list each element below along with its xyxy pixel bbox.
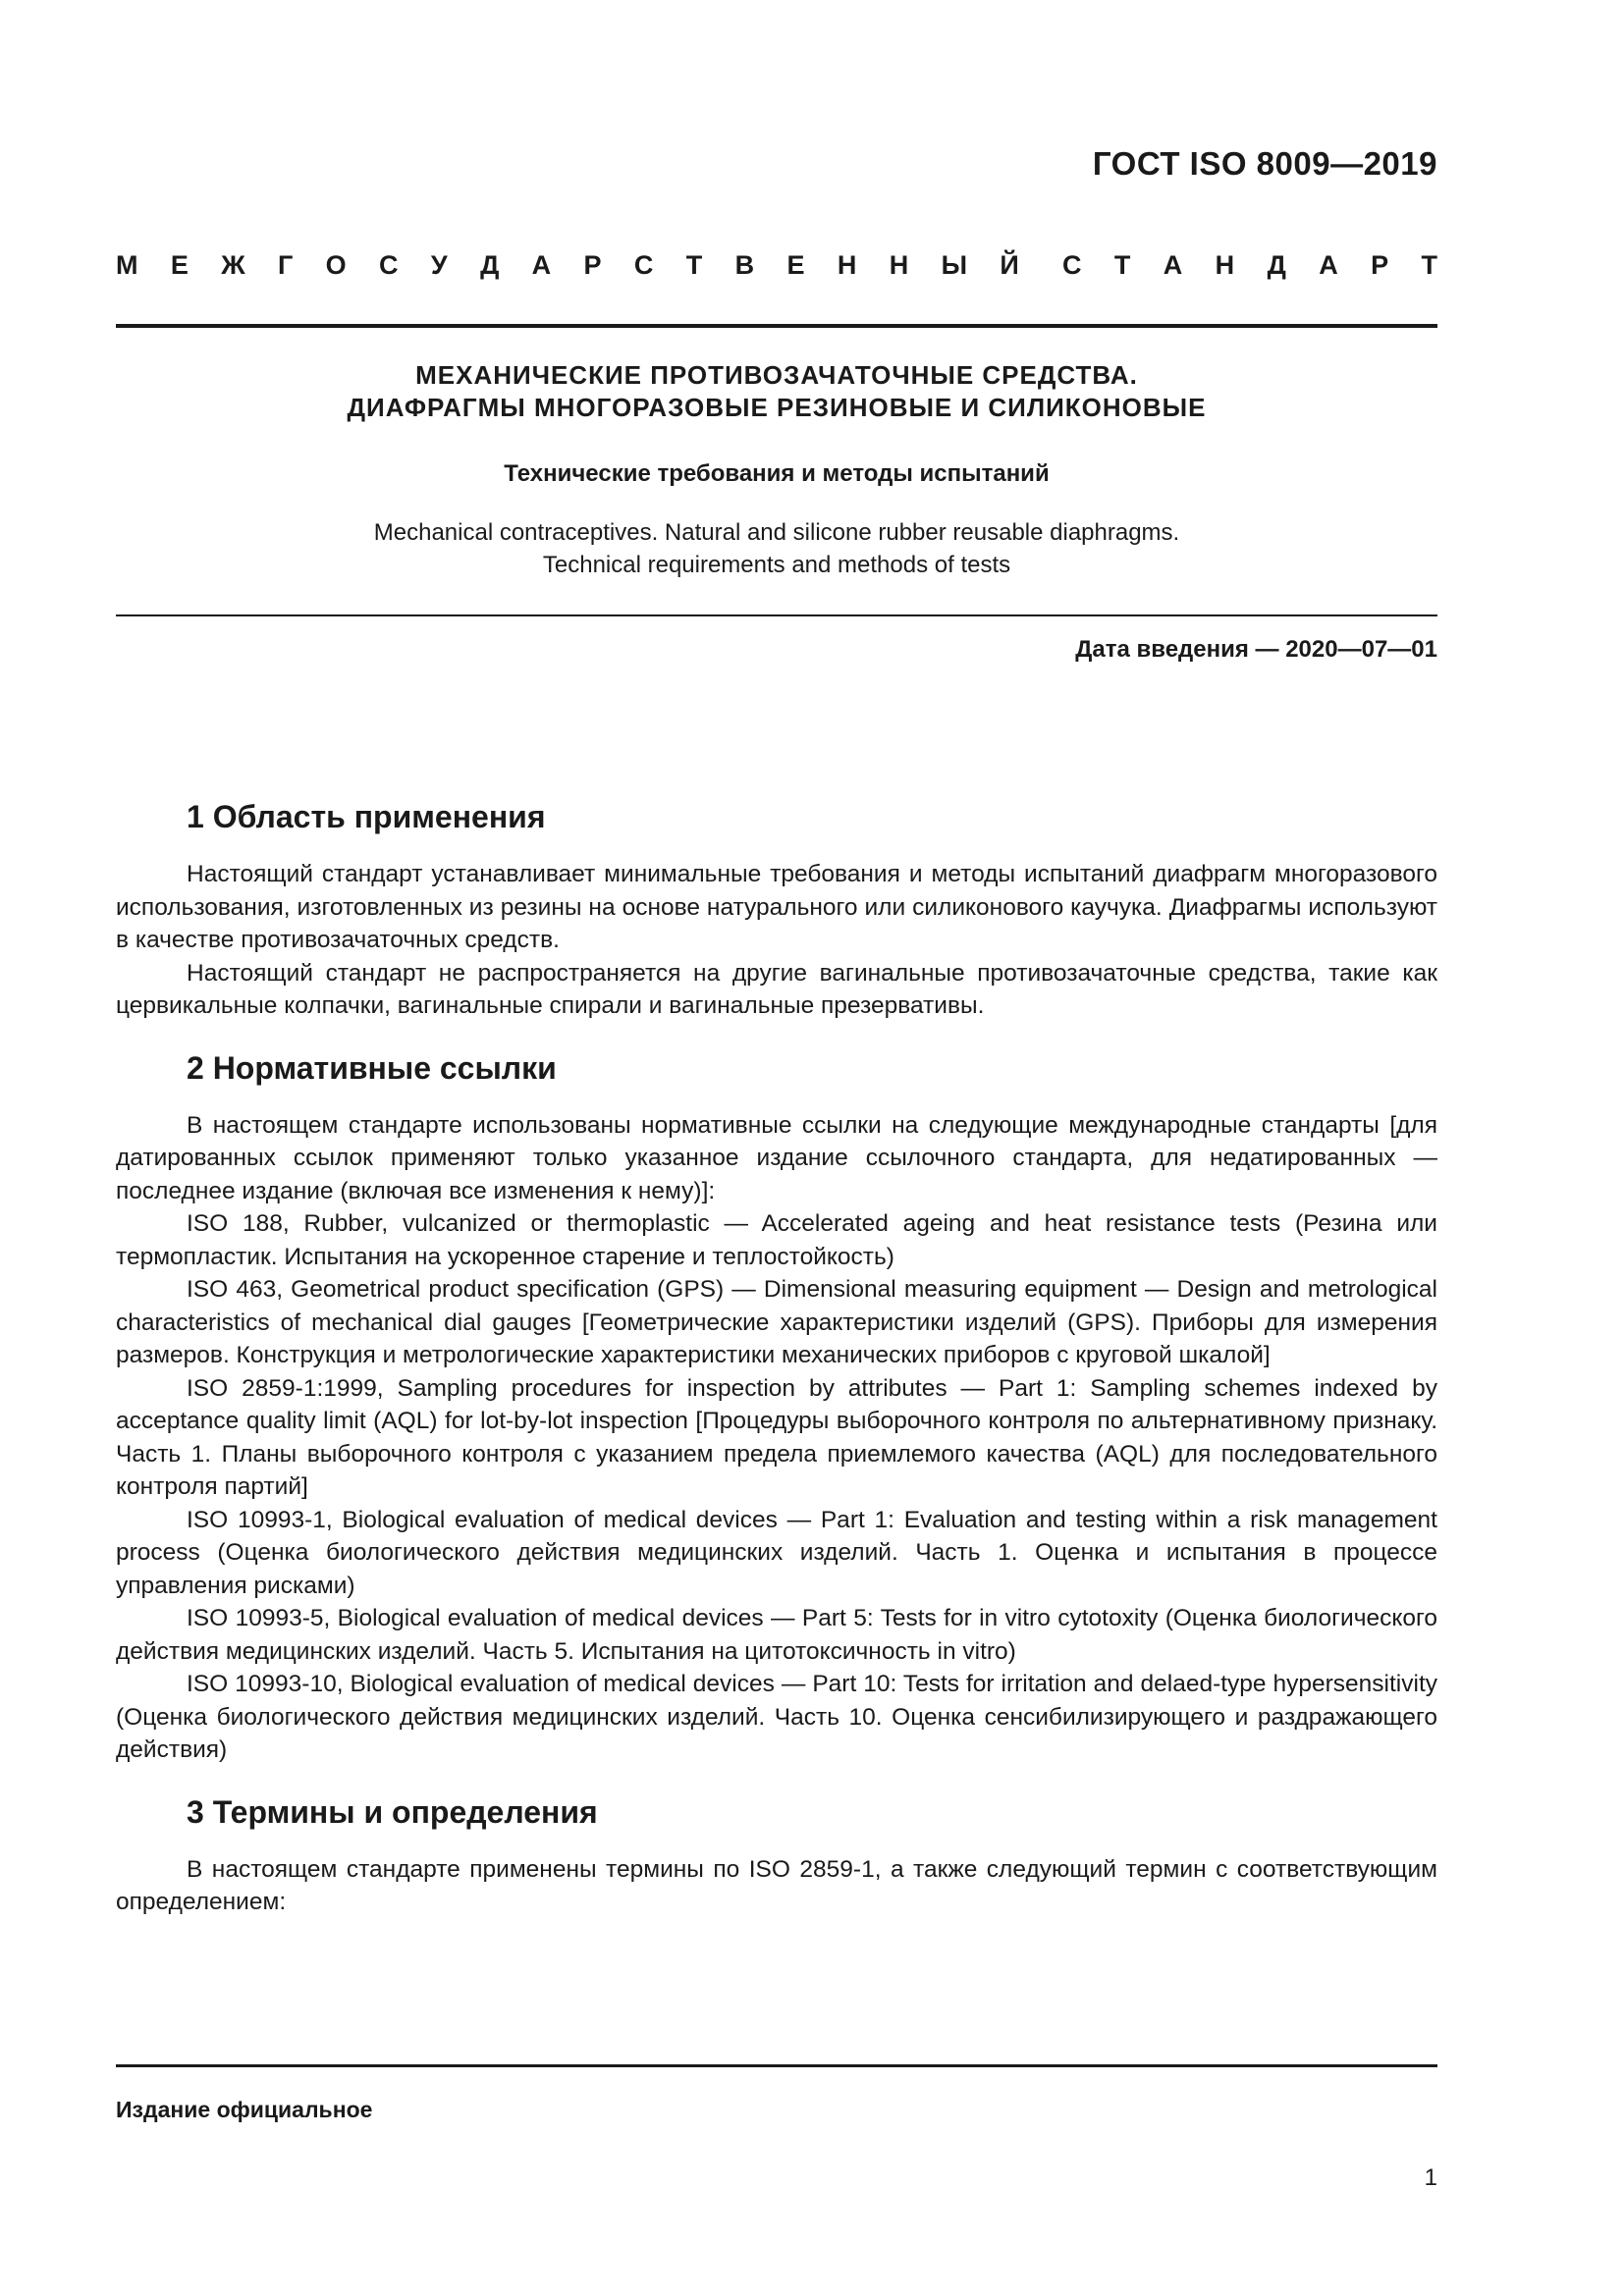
letter: Г [278,250,294,280]
reference-item: ISO 463, Geometrical product specification (GPS) — Dimensional measuring equipment — Design and metrological characteristics of mechanical dial gauges [Геометрические характеристики изделий (GPS). Приборы для измерения размеров. Конструкция и метрологические характеристики механических приборов с круговой шкалой] [116,1276,1437,1368]
title-ru-line-1: МЕХАНИЧЕСКИЕ ПРОТИВОЗАЧАТОЧНЫЕ СРЕДСТВА. [415,360,1138,390]
reference-item: ISO 188, Rubber, vulcanized or thermoplastic — Accelerated ageing and heat resistance tests (Резина или термопластик. Испытания на ускоренное старение и теплостойкость) [116,1210,1437,1270]
section-heading: 2 Нормативные ссылки [187,1049,557,1086]
title-ru-line-2: ДИАФРАГМЫ МНОГОРАЗОВЫЕ РЕЗИНОВЫЕ И СИЛИКОНОВЫЕ [347,393,1207,422]
section-heading: 3 Термины и определения [187,1793,598,1830]
title-block [116,359,1437,581]
header-divider [116,324,1437,328]
letter: А [531,250,552,280]
letter: Д [480,250,500,280]
letter: Т [685,250,703,280]
letter: Н [837,250,857,280]
title-en-line-2: Technical requirements and methods of tests [542,552,1011,578]
letter: А [1319,250,1338,280]
letter: У [430,250,448,280]
title-divider [116,614,1437,616]
letter: М [116,250,138,280]
reference-item: ISO 2859-1:1999, Sampling procedures for inspection by attributes — Part 1: Sampling schemes indexed by acceptance quality limit (AQL) for lot-by-lot inspection [Процедуры выборочного контроля по альтернативному признаку. Часть 1. Планы выборочного контроля с указанием предела приемлемого качества (AQL) для последовательного контроля партий] [116,1374,1437,1500]
section-heading: 1 Область применения [187,799,546,834]
paragraph: В настоящем стандарте использованы нормативные ссылки на следующие международные стандарты [для датированных ссылок применяют только указанное издание ссылочного стандарта, для недатированных — последнее издание (включая все изменения к нему)]: [116,1111,1437,1204]
letter: О [325,250,347,280]
paragraph: В настоящем стандарте применены термины по ISO 2859-1, а также следующий термин с соответствующим определением: [116,1855,1437,1915]
letter: Н [889,250,909,280]
standard-number: ГОСТ ISO 8009—2019 [1092,145,1437,182]
official-edition-label: Издание официальное [116,2097,373,2122]
reference-item: ISO 10993-10, Biological evaluation of medical devices — Part 10: Tests for irritation and delaed-type hypersensitivity (Оценка биологического действия медицинских изделий. Часть 10. Оценка сенсибилизирующего и раздражающего действия) [116,1671,1437,1763]
reference-item: ISO 10993-5, Biological evaluation of medical devices — Part 5: Tests for in vitro cytotoxity (Оценка биологического действия медицинских изделий. Часть 5. Испытания на цитотоксичность in vitro) [116,1605,1437,1665]
standard-kind-heading [116,250,1437,281]
letter: Е [786,250,805,280]
standard-kind-word-standard [1062,250,1437,281]
letter: Н [1215,250,1235,280]
letter: А [1163,250,1183,280]
introduction-date: Дата введения — 2020—07—01 [1075,636,1437,663]
paragraph: Настоящий стандарт не распространяется на другие вагинальные противозачаточные средства, такие как цервикальные колпачки, вагинальные спирали и вагинальные презервативы. [116,959,1437,1019]
footer-divider [116,2064,1437,2067]
standard-kind-word-interstate [116,250,1019,281]
letter: Т [1421,250,1437,280]
letter: Т [1113,250,1131,280]
letter: С [379,250,399,280]
letter: Д [1267,250,1286,280]
title-en-line-1: Mechanical contraceptives. Natural and silicone rubber reusable diaphragms. [373,519,1180,546]
letter: С [633,250,654,280]
letter: С [1062,250,1082,280]
letter: Р [583,250,602,280]
page-number: 1 [1424,2164,1437,2191]
reference-item: ISO 10993-1, Biological evaluation of medical devices — Part 1: Evaluation and testing within a risk management process (Оценка биологического действия медицинских изделий. Часть 1. Оценка и испытания в процессе управления рисками) [116,1506,1437,1599]
letter: В [734,250,755,280]
letter: Ы [941,250,968,280]
letter: Й [1000,250,1019,280]
letter: Е [170,250,189,280]
document-body [116,797,1437,1919]
letter: Р [1371,250,1389,280]
subtitle-ru: Технические требования и методы испытаний [504,460,1050,487]
letter: Ж [221,250,245,280]
paragraph: Настоящий стандарт устанавливает минимальные требования и методы испытаний диафрагм многоразового использования, изготовленных из резины на основе натурального или силиконового каучука. Диафрагмы используют в качестве противозачаточных средств. [116,861,1437,953]
